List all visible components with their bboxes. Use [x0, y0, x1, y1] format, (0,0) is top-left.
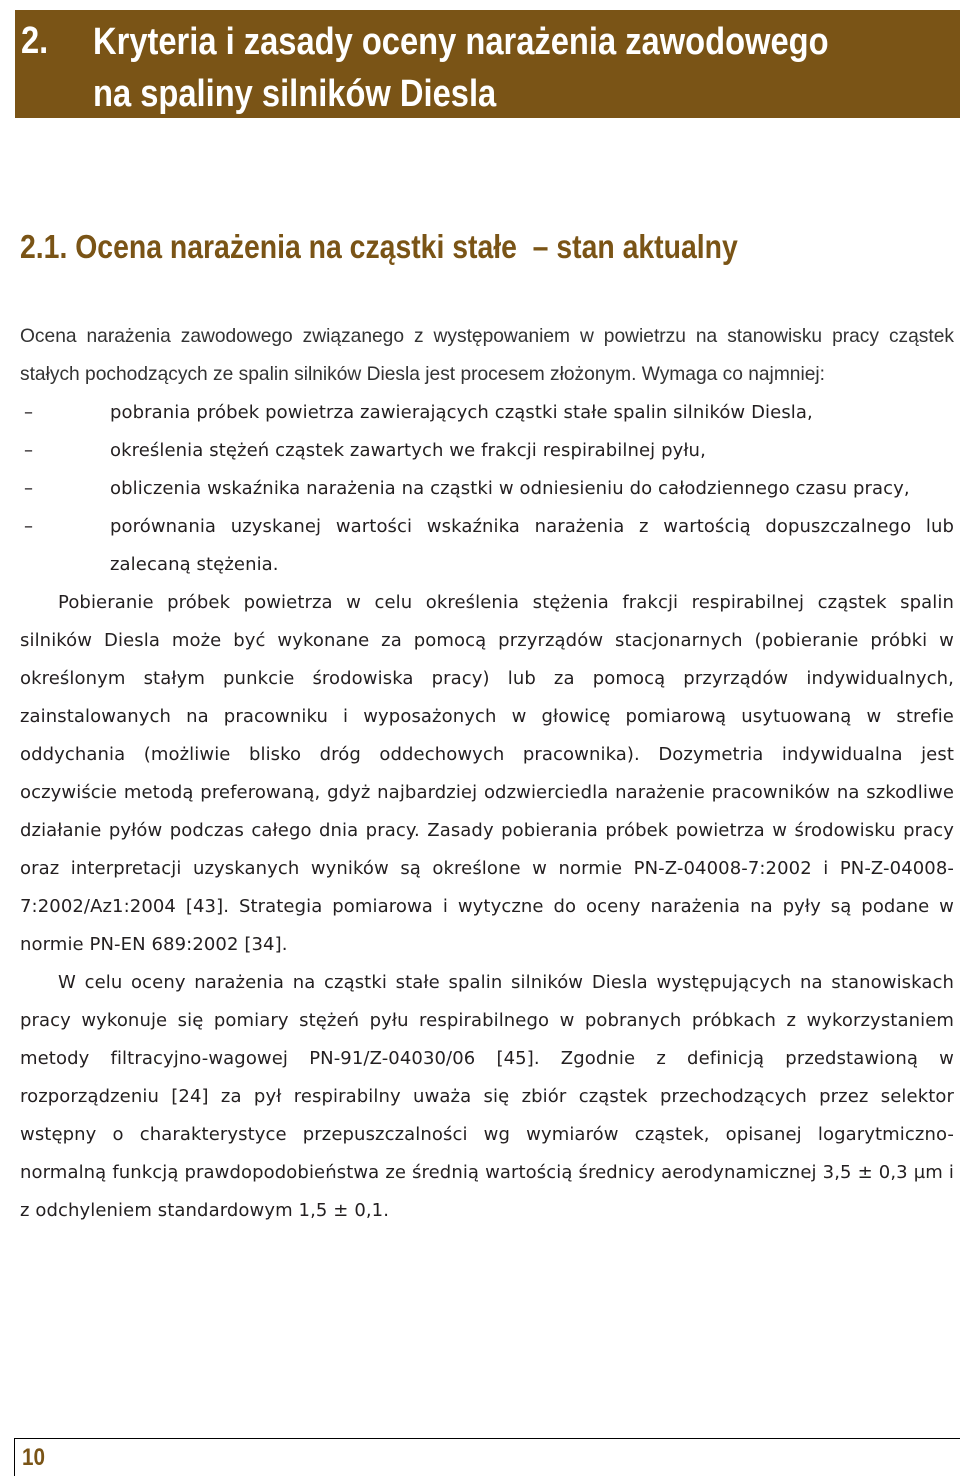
document-body — [20, 318, 954, 1230]
list-item — [20, 394, 954, 432]
chapter-number: 2. — [21, 20, 49, 62]
list-item-text: pobrania próbek powietrza zawierających cząstki stałe spalin silników Diesla, — [110, 402, 813, 423]
chapter-title — [93, 16, 953, 120]
requirements-list — [20, 394, 954, 584]
list-item-text: obliczenia wskaźnika narażenia na cząstki w odniesieniu do całodziennego czasu pracy, — [110, 478, 910, 499]
list-item — [20, 508, 954, 584]
paragraph-sampling: Pobieranie próbek powietrza w celu określenia stężenia frakcji respirabilnej cząstek spalin silników Diesla może być wykonane za pomocą przyrządów stacjonarnych (pobieranie próbki w określonym stałym punkcie środowiska pracy) lub za pomocą przyrządów indywidualnych, zainstalowanych na pracowniku i wyposażonych w głowicę pomiarową usytuowaną w strefie oddychania (możliwie blisko dróg oddechowych pracownika). Dozymetria indywidualna jest oczywiście metodą preferowaną, gdyż najbardziej odzwierciedla narażenie pracowników na szkodliwe działanie pyłów podczas całego dnia pracy. Zasady pobierania próbek powietrza w środowisku pracy oraz interpretacji uzyskanych wyników są określone w normie PN-Z-04008-7:2002 i PN-Z-04008-7:2002/Az1:2004 [43]. Strategia pomiarowa i wytyczne do oceny narażenia na pyły są podane w normie PN-EN 689:2002 [34]. — [20, 592, 954, 955]
dash-bullet: – — [24, 402, 34, 423]
list-item — [20, 432, 954, 470]
intro-tail: Wymaga co najmniej: — [641, 364, 825, 385]
intro-paragraph — [20, 318, 954, 394]
paragraph-assessment: W celu oceny narażenia na cząstki stałe spalin silników Diesla występujących na stanowiskach pracy wykonuje się pomiary stężeń pyłu respirabilnego w pobranych próbkach z wykorzystaniem metody filtracyjno-wagowej PN-91/Z-04030/06 [45]. Zgodnie z definicją przedstawioną w rozporządzeniu [24] za pył respirabilny uważa się zbiór cząstek przechodzących przez selektor wstępny o charakterystyce przepuszczalności wg wymiarów cząstek, opisanej logarytmiczno-normalną funkcją prawdopodobieństwa ze średnią wartością średnicy aerodynamicznej 3,5 ± 0,3 µm i z odchyleniem standardowym 1,5 ± 0,1. — [20, 972, 954, 1221]
footer-rule — [14, 1438, 960, 1439]
footer-rule-vertical — [14, 1438, 15, 1476]
list-item — [20, 470, 954, 508]
page-number: 10 — [22, 1444, 45, 1471]
section-heading: 2.1. Ocena narażenia na cząstki stałe – stan aktualny — [20, 228, 738, 265]
dash-bullet: – — [24, 516, 34, 537]
list-item-text: określenia stężeń cząstek zawartych we frakcji respirabilnej pyłu, — [110, 440, 706, 461]
chapter-title-line-2: na spaliny silników Diesla — [93, 73, 497, 115]
intro-text: Ocena narażenia zawodowego związanego z występowaniem w powietrzu na stanowisku pracy cząstek stałych pochodzących ze spalin silników Diesla jest procesem złożonym. — [20, 326, 954, 385]
dash-bullet: – — [24, 478, 34, 499]
dash-bullet: – — [24, 440, 34, 461]
list-item-text: porównania uzyskanej wartości wskaźnika narażenia z wartością dopuszczalnego lub zalecaną stężenia. — [110, 516, 954, 575]
chapter-title-line-1: Kryteria i zasady oceny narażenia zawodowego — [93, 21, 829, 63]
chapter-banner — [15, 10, 960, 118]
